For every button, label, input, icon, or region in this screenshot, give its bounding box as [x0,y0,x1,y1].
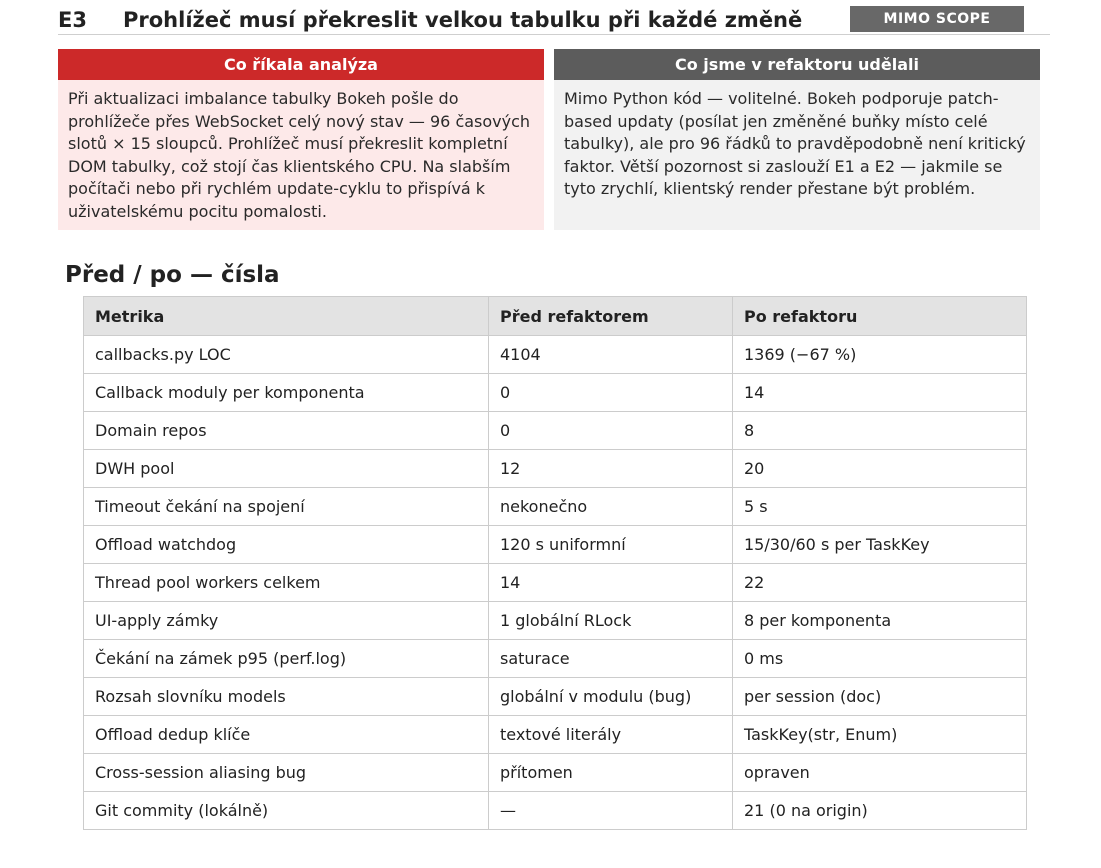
section-title: Před / po — čísla [65,262,280,288]
scope-badge: MIMO SCOPE [850,6,1024,32]
analysis-box [58,49,544,230]
after-cell: TaskKey(str, Enum) [733,716,1027,754]
before-cell: 14 [489,564,733,602]
metric-cell: Offload watchdog [84,526,489,564]
issue-id: E3 [58,8,87,32]
before-cell: přítomen [489,754,733,792]
before-cell: textové literály [489,716,733,754]
table-row [84,526,1027,564]
before-cell: 12 [489,450,733,488]
column-header-before: Před refaktorem [489,297,733,336]
after-cell: opraven [733,754,1027,792]
after-cell: 22 [733,564,1027,602]
after-cell: 15/30/60 s per TaskKey [733,526,1027,564]
table-row [84,564,1027,602]
table-row [84,792,1027,830]
table-row [84,488,1027,526]
metric-cell: Timeout čekání na spojení [84,488,489,526]
column-header-metric: Metrika [84,297,489,336]
metrics-table [83,296,1027,830]
table-row [84,754,1027,792]
after-cell: per session (doc) [733,678,1027,716]
after-cell: 0 ms [733,640,1027,678]
table-header-row [84,297,1027,336]
metric-cell: Offload dedup klíče [84,716,489,754]
metric-cell: Cross-session aliasing bug [84,754,489,792]
before-cell: 0 [489,374,733,412]
after-cell: 21 (0 na origin) [733,792,1027,830]
after-cell: 5 s [733,488,1027,526]
metric-cell: UI-apply zámky [84,602,489,640]
analysis-text: Při aktualizaci imbalance tabulky Bokeh pošle do prohlížeče přes WebSocket celý nový stav — 96 časových slotů × 15 sloupců. Prohlížeč musí překreslit kompletní DOM tabulky, což stojí čas klientského CPU. Na slabším počítači nebo při rychlém update-cyklu to přispívá k uživatelskému pocitu pomalosti. [68,89,531,221]
issue-title: Prohlížeč musí překreslit velkou tabulku při každé změně [123,8,803,32]
refactor-box [554,49,1040,230]
table-row [84,374,1027,412]
table-row [84,678,1027,716]
before-cell: 0 [489,412,733,450]
column-header-after: Po refaktoru [733,297,1027,336]
before-cell: 4104 [489,336,733,374]
analysis-title: Co říkala analýza [58,49,544,80]
refactor-title: Co jsme v refaktoru udělali [554,49,1040,80]
table-row [84,640,1027,678]
before-cell: — [489,792,733,830]
metric-cell: Git commity (lokálně) [84,792,489,830]
after-cell: 8 [733,412,1027,450]
before-cell: 120 s uniformní [489,526,733,564]
metric-cell: Čekání na zámek p95 (perf.log) [84,640,489,678]
table-row [84,602,1027,640]
before-cell: 1 globální RLock [489,602,733,640]
table-row [84,336,1027,374]
metric-cell: Thread pool workers celkem [84,564,489,602]
after-cell: 8 per komponenta [733,602,1027,640]
table-row [84,450,1027,488]
metric-cell: DWH pool [84,450,489,488]
before-cell: nekonečno [489,488,733,526]
after-cell: 1369 (−67 %) [733,336,1027,374]
metric-cell: Domain repos [84,412,489,450]
metric-cell: Rozsah slovníku models [84,678,489,716]
after-cell: 20 [733,450,1027,488]
after-cell: 14 [733,374,1027,412]
metric-cell: Callback moduly per komponenta [84,374,489,412]
table-row [84,412,1027,450]
before-cell: globální v modulu (bug) [489,678,733,716]
refactor-text: Mimo Python kód — volitelné. Bokeh podporuje patch-based updaty (posílat jen změněné buňky místo celé tabulky), ale pro 96 řádků to pravděpodobně není kritický faktor. Větší pozornost si zaslouží E1 a E2 — jakmile se tyto zrychlí, klientský render přestane být problém. [564,89,1026,199]
metric-cell: callbacks.py LOC [84,336,489,374]
slide-header [58,6,1050,35]
table-row [84,716,1027,754]
before-cell: saturace [489,640,733,678]
